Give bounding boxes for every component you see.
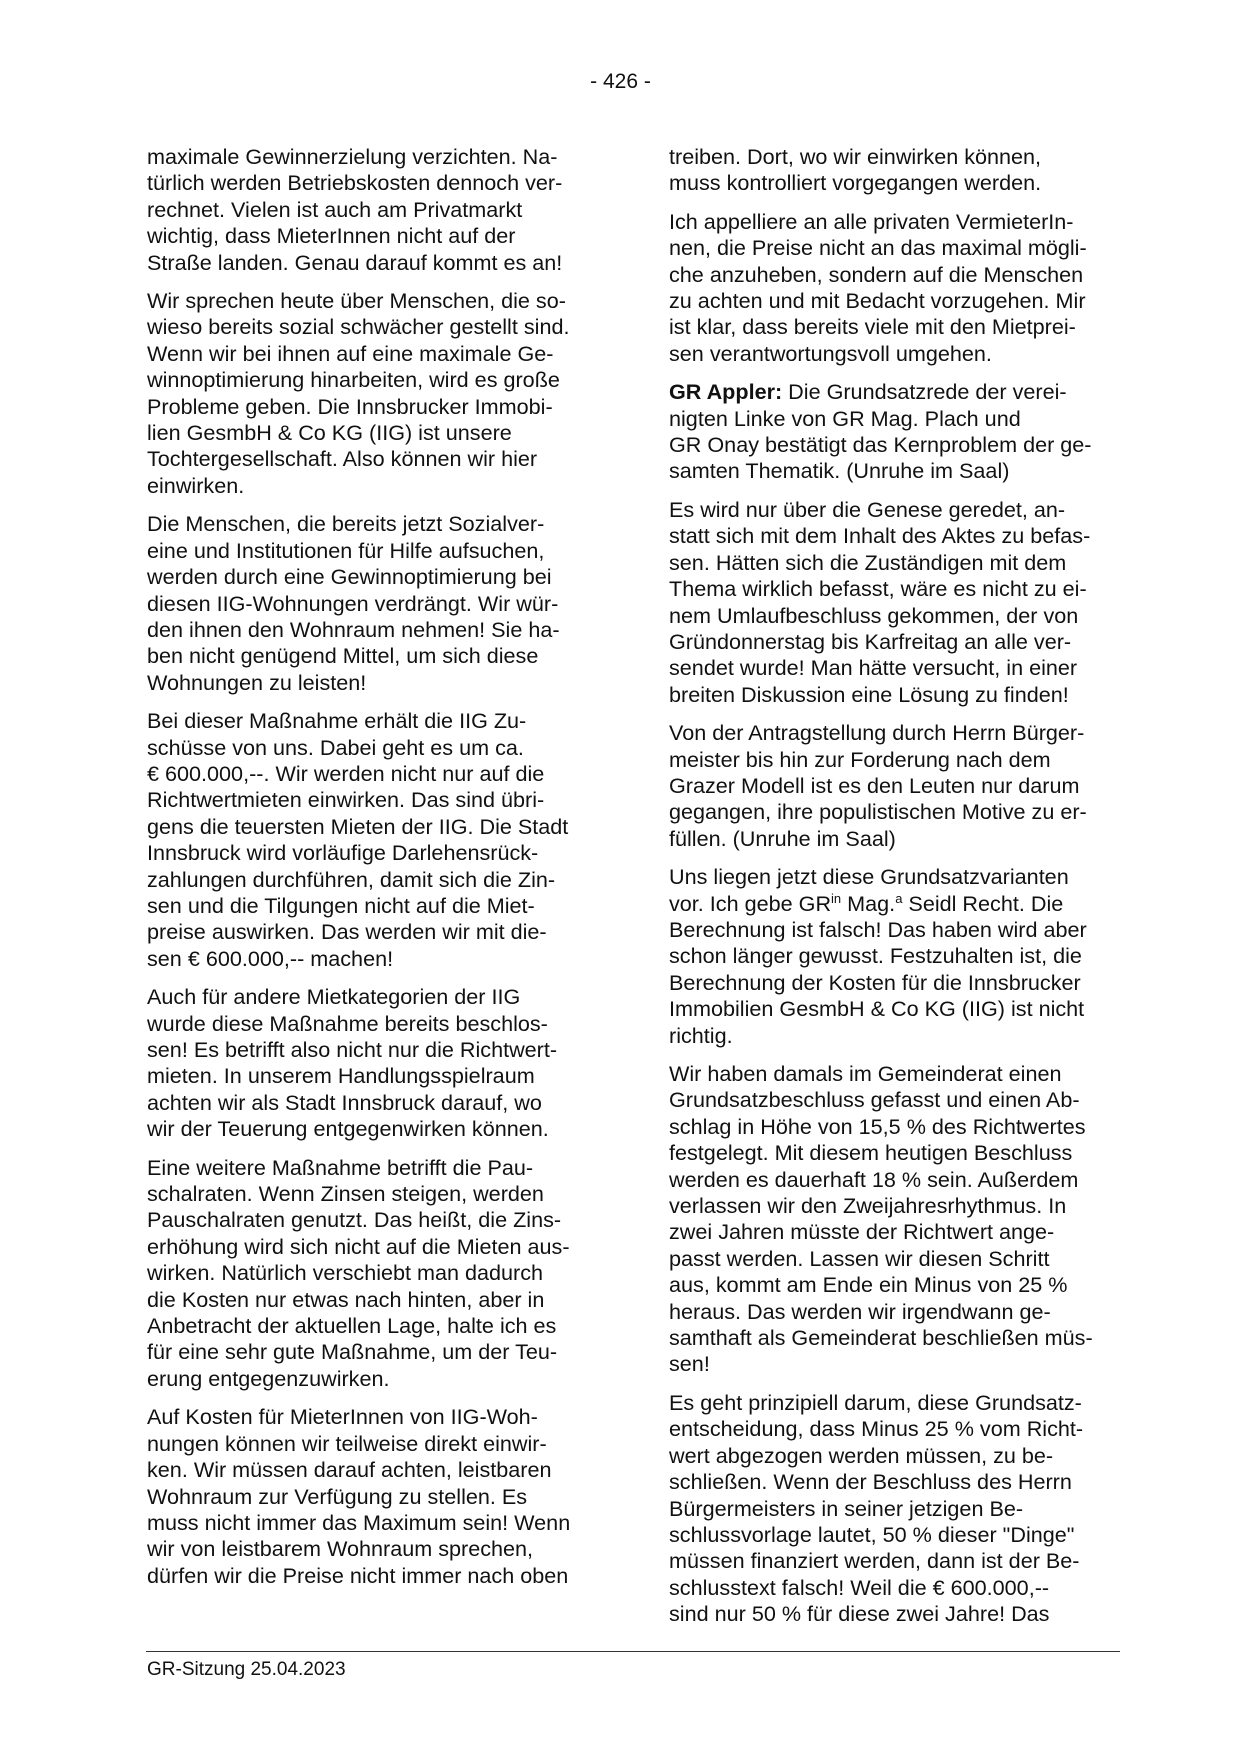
text-line: Gründonnerstag bis Karfreitag an alle ver- <box>669 628 1072 654</box>
paragraph <box>147 1404 597 1589</box>
text-line: wurde diese Maßnahme bereits beschlos- <box>147 1010 548 1036</box>
text-line: Wohnraum zur Verfügung zu stellen. Es <box>147 1483 528 1509</box>
text-line: türlich werden Betriebskosten dennoch ver- <box>147 170 563 196</box>
text-line: Wir sprechen heute über Menschen, die so- <box>147 288 566 314</box>
paragraph <box>147 288 597 499</box>
text-line: zahlungen durchführen, damit sich die Zin- <box>147 866 556 892</box>
text-line: rechnet. Vielen ist auch am Privatmarkt <box>147 196 523 222</box>
text-line: schlusstext falsch! Weil die € 600.000,-- <box>669 1574 1050 1600</box>
text-line: Ich appelliere an alle privaten VermieterIn- <box>669 208 1074 234</box>
paragraph <box>669 720 1119 852</box>
superscript: in <box>831 890 842 906</box>
text-fragment: vor. Ich gebe GR <box>669 890 832 916</box>
text-line: schließen. Wenn der Beschluss des Herrn <box>669 1469 1072 1495</box>
text-line: ken. Wir müssen darauf achten, leistbaren <box>147 1457 552 1483</box>
text-line: muss kontrolliert vorgegangen werden. <box>669 170 1042 196</box>
paragraph <box>669 144 1119 197</box>
text-line: maximale Gewinnerzielung verzichten. Na- <box>147 144 558 169</box>
text-line: GR Onay bestätigt das Kernproblem der ge- <box>669 432 1092 458</box>
text-line: Grundsatzbeschluss gefasst und einen Ab- <box>669 1087 1080 1113</box>
text-line: wir der Teuerung entgegenwirken können. <box>147 1116 549 1142</box>
left-column <box>147 144 597 1601</box>
text-line: diesen IIG-Wohnungen verdrängt. Wir wür- <box>147 590 559 616</box>
text-line: schlag in Höhe von 15,5 % des Richtwertes <box>669 1113 1086 1139</box>
text-line: nem Umlaufbeschluss gekommen, der von <box>669 602 1079 628</box>
text-line: Von der Antragstellung durch Herrn Bürger- <box>669 720 1085 746</box>
text-line: Tochtergesellschaft. Also können wir hier <box>147 446 538 472</box>
text-line: füllen. (Unruhe im Saal) <box>669 825 896 851</box>
text-line: wir von leistbarem Wohnraum sprechen, <box>147 1536 534 1562</box>
text-line: € 600.000,--. Wir werden nicht nur auf die <box>147 760 545 786</box>
text-line: statt sich mit dem Inhalt des Aktes zu befas- <box>669 523 1091 549</box>
text-line: Probleme geben. Die Innsbrucker Immobi- <box>147 393 553 419</box>
text-line: die Kosten nur etwas nach hinten, aber in <box>147 1286 545 1312</box>
text-fragment: Mag. <box>841 890 896 916</box>
text-line: verlassen wir den Zweijahresrhythmus. In <box>669 1193 1067 1219</box>
text-line <box>669 891 1119 917</box>
text-line: gegangen, ihre populistischen Motive zu er- <box>669 799 1087 825</box>
right-column <box>669 144 1119 1640</box>
text-line: schalraten. Wenn Zinsen steigen, werden <box>147 1181 544 1207</box>
text-line: meister bis hin zur Forderung nach dem <box>669 746 1051 772</box>
text-line: gens die teuersten Mieten der IIG. Die Stadt <box>147 813 569 839</box>
text-line: treiben. Dort, wo wir einwirken können, <box>669 144 1042 169</box>
text-line: nen, die Preise nicht an das maximal mögli- <box>669 235 1087 261</box>
text-line: sen. Hätten sich die Zuständigen mit dem <box>669 549 1067 575</box>
text-line: wert abgezogen werden müssen, zu be- <box>669 1442 1054 1468</box>
text-line: erung entgegenzuwirken. <box>147 1365 390 1391</box>
superscript: a <box>895 890 903 906</box>
speech-text: Die Grundsatzrede der verei- <box>782 379 1067 405</box>
text-line: Grazer Modell ist es den Leuten nur darum <box>669 772 1080 798</box>
text-line: wirken. Natürlich verschiebt man dadurch <box>147 1260 544 1286</box>
text-line: Eine weitere Maßnahme betrifft die Pau- <box>147 1154 534 1180</box>
text-line: dürfen wir die Preise nicht immer nach oben <box>147 1562 569 1588</box>
text-line: Auch für andere Mietkategorien der IIG <box>147 984 521 1010</box>
text-line: achten wir als Stadt Innsbruck darauf, wo <box>147 1089 542 1115</box>
text-line: Immobilien GesmbH & Co KG (IIG) ist nicht <box>669 996 1085 1022</box>
text-line: sind nur 50 % für diese zwei Jahre! Das <box>669 1601 1050 1627</box>
text-line: schüsse von uns. Dabei geht es um ca. <box>147 734 524 760</box>
text-line: preise auswirken. Das werden wir mit die- <box>147 919 547 945</box>
paragraph <box>147 511 597 696</box>
text-line: Bürgermeisters in seiner jetzigen Be- <box>669 1495 1024 1521</box>
footer-divider <box>146 1651 1120 1652</box>
text-line: lien GesmbH & Co KG (IIG) ist unsere <box>147 420 512 446</box>
text-line: den ihnen den Wohnraum nehmen! Sie ha- <box>147 616 560 642</box>
text-line: Wenn wir bei ihnen auf eine maximale Ge- <box>147 340 554 366</box>
text-line: aus, kommt am Ende ein Minus von 25 % <box>669 1272 1068 1298</box>
text-line: einwirken. <box>147 472 245 498</box>
paragraph <box>147 708 597 972</box>
text-line: nigten Linke von GR Mag. Plach und <box>669 405 1021 431</box>
text-line: festgelegt. Mit diesem heutigen Beschluss <box>669 1140 1073 1166</box>
text-line: werden durch eine Gewinnoptimierung bei <box>147 564 552 590</box>
text-line: erhöhung wird sich nicht auf die Mieten aus- <box>147 1233 570 1259</box>
text-line: müssen finanziert werden, dann ist der Be- <box>669 1548 1080 1574</box>
text-line: ist klar, dass bereits viele mit den Mietprei- <box>669 314 1076 340</box>
text-line: Wir haben damals im Gemeinderat einen <box>669 1061 1062 1086</box>
paragraph <box>669 209 1119 367</box>
speaker-name: GR Appler: <box>669 379 783 405</box>
text-line: Pauschalraten genutzt. Das heißt, die Zins- <box>147 1207 562 1233</box>
text-line: wichtig, dass MieterInnen nicht auf der <box>147 223 516 249</box>
text-line: sen € 600.000,-- machen! <box>147 945 394 971</box>
paragraph <box>669 864 1119 1049</box>
text-line: sen! Es betrifft also nicht nur die Richtwert- <box>147 1037 558 1062</box>
text-line: sen und die Tilgungen nicht auf die Miet- <box>147 892 535 918</box>
text-line: Bei dieser Maßnahme erhält die IIG Zu- <box>147 708 527 734</box>
text-line: ben nicht genügend Mittel, um sich diese <box>147 643 539 669</box>
text-line: muss nicht immer das Maximum sein! Wenn <box>147 1509 571 1535</box>
text-line: eine und Institutionen für Hilfe aufsuchen, <box>147 537 545 563</box>
text-line: nungen können wir teilweise direkt einwir- <box>147 1430 547 1456</box>
paragraph <box>147 144 597 276</box>
text-line: schon länger gewusst. Festzuhalten ist, die <box>669 943 1082 969</box>
text-line: Richtwertmieten einwirken. Das sind übri- <box>147 787 545 813</box>
text-line: wieso bereits sozial schwächer gestellt sind. <box>147 314 570 340</box>
page-number: - 426 - <box>590 70 651 93</box>
text-line: Anbetracht der aktuellen Lage, halte ich es <box>147 1313 557 1339</box>
paragraph <box>669 497 1119 708</box>
text-line: passt werden. Lassen wir diesen Schritt <box>669 1245 1050 1271</box>
text-fragment: Seidl Recht. Die <box>902 890 1064 916</box>
text-line: samthaft als Gemeinderat beschließen müs- <box>669 1325 1093 1351</box>
text-line: für eine sehr gute Maßnahme, um der Teu- <box>147 1339 558 1365</box>
paragraph <box>669 379 1119 485</box>
text-line: sen verantwortungsvoll umgehen. <box>669 340 992 366</box>
text-line: Thema wirklich befasst, wäre es nicht zu ei- <box>669 576 1087 602</box>
text-line: heraus. Das werden wir irgendwann ge- <box>669 1298 1051 1324</box>
text-line: Es geht prinzipiell darum, diese Grundsatz- <box>669 1389 1082 1415</box>
text-line: Straße landen. Genau darauf kommt es an! <box>147 249 563 275</box>
text-line: werden es dauerhaft 18 % sein. Außerdem <box>669 1166 1079 1192</box>
text-line: Die Menschen, die bereits jetzt Sozialver- <box>147 511 545 537</box>
text-line: che anzuheben, sondern auf die Menschen <box>669 261 1084 287</box>
text-line: Wohnungen zu leisten! <box>147 669 367 695</box>
text-line: zwei Jahren müsste der Richtwert ange- <box>669 1219 1055 1245</box>
text-line: Uns liegen jetzt diese Grundsatzvarianten <box>669 864 1069 890</box>
text-line: Berechnung der Kosten für die Innsbrucker <box>669 969 1081 995</box>
text-line: Innsbruck wird vorläufige Darlehensrück- <box>147 840 539 866</box>
text-line: samten Thematik. (Unruhe im Saal) <box>669 458 1010 484</box>
text-line: mieten. In unserem Handlungsspielraum <box>147 1063 535 1089</box>
paragraph <box>147 1155 597 1393</box>
text-line: Es wird nur über die Genese geredet, an- <box>669 496 1066 522</box>
text-line: sendet wurde! Man hätte versucht, in einer <box>669 655 1078 681</box>
text-line: schlussvorlage lautet, 50 % dieser "Dinge" <box>669 1521 1075 1547</box>
text-line: Auf Kosten für MieterInnen von IIG-Woh- <box>147 1404 538 1430</box>
text-line: zu achten und mit Bedacht vorzugehen. Mir <box>669 288 1086 314</box>
text-line: Berechnung ist falsch! Das haben wird aber <box>669 916 1087 942</box>
paragraph <box>669 1390 1119 1628</box>
paragraph <box>147 984 597 1142</box>
paragraph <box>669 1061 1119 1378</box>
footer-session-date: GR-Sitzung 25.04.2023 <box>147 1659 346 1680</box>
text-line: breiten Diskussion eine Lösung zu finden! <box>669 681 1069 707</box>
text-line <box>669 379 1119 405</box>
text-line: richtig. <box>669 1022 733 1048</box>
text-line: entscheidung, dass Minus 25 % vom Richt- <box>669 1416 1084 1442</box>
text-line: sen! <box>669 1351 710 1377</box>
text-line: winnoptimierung hinarbeiten, wird es große <box>147 367 560 393</box>
